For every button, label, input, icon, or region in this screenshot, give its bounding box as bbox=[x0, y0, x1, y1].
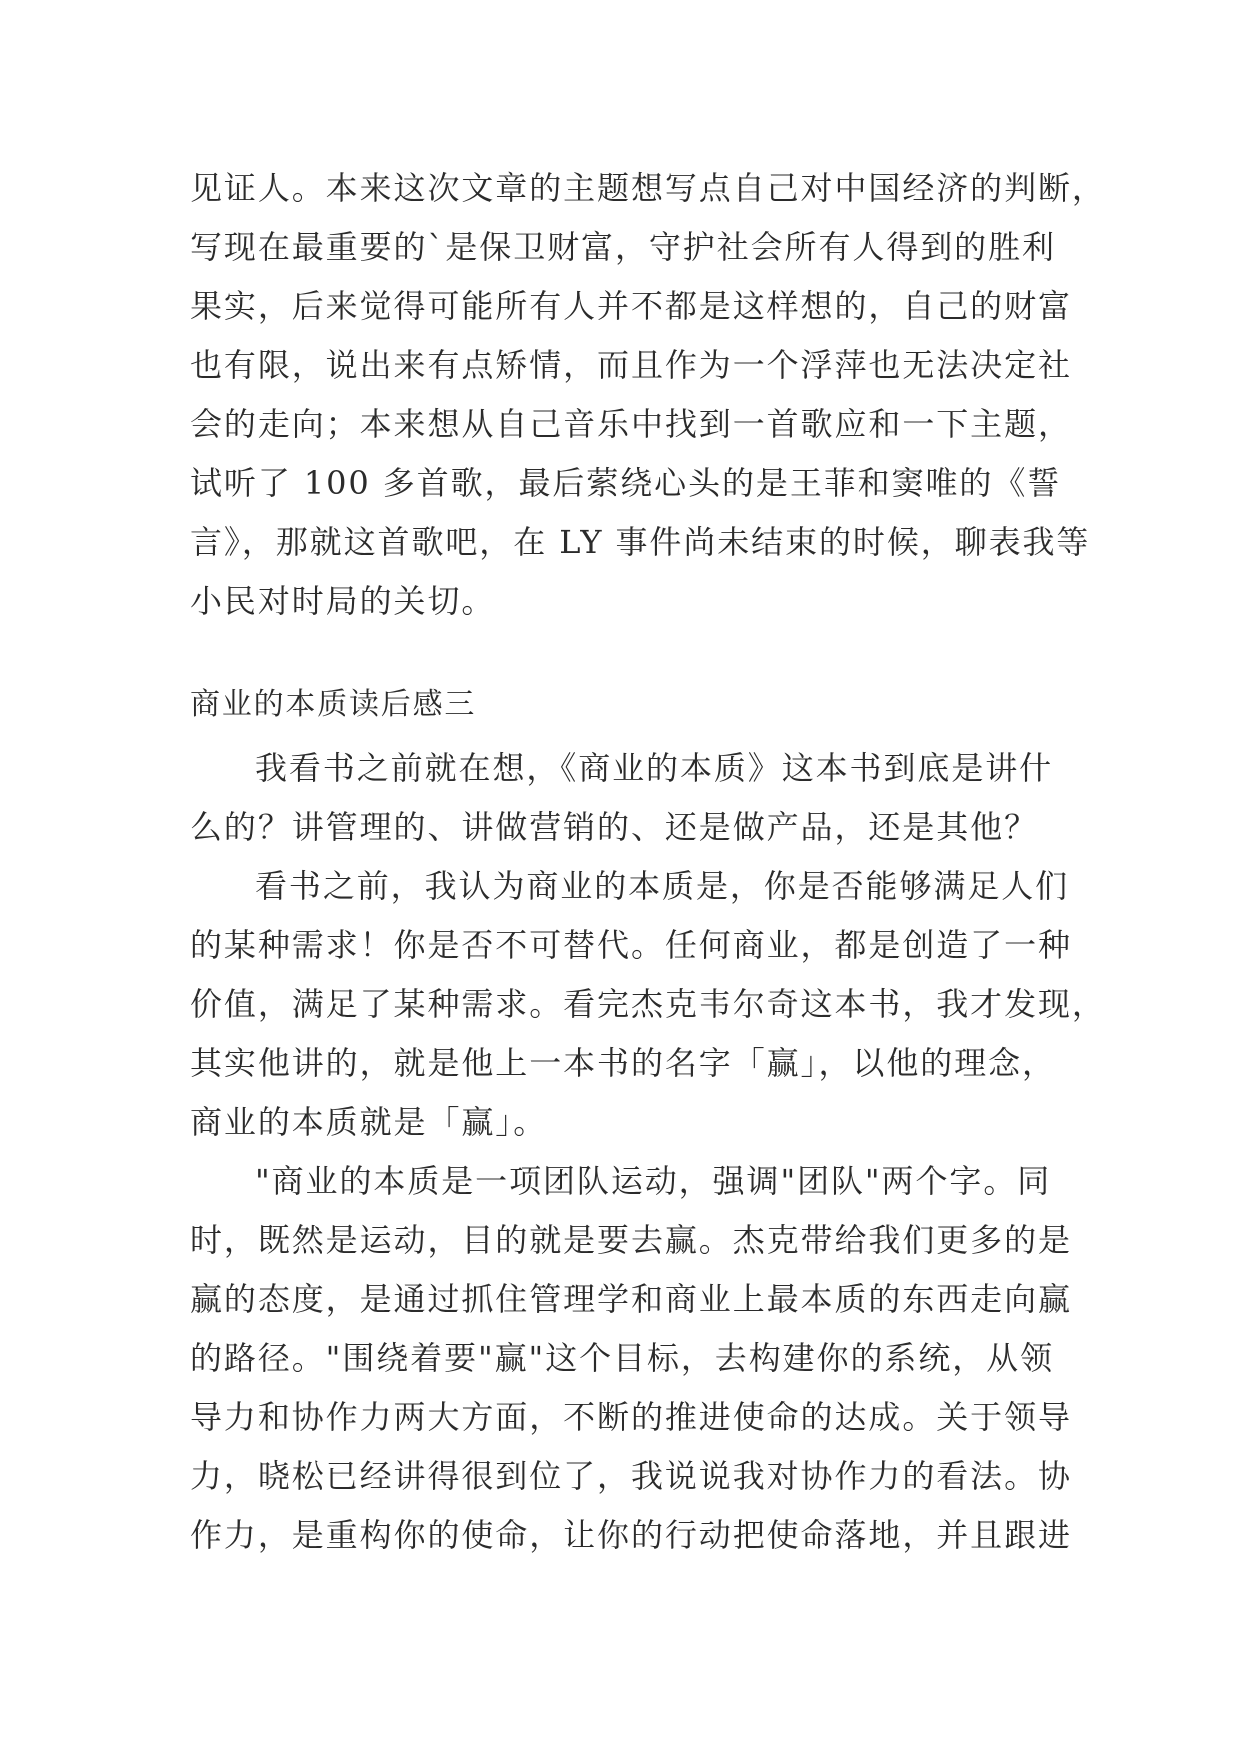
text-line: 其实他讲的，就是他上一本书的名字「赢」，以他的理念， bbox=[190, 1044, 1056, 1082]
text-line: 也有限，说出来有点矫情，而且作为一个浮萍也无法决定社 bbox=[190, 346, 1072, 384]
text-line: 赢的态度，是通过抓住管理学和商业上最本质的东西走向赢 bbox=[190, 1280, 1072, 1318]
text-line: 导力和协作力两大方面，不断的推进使命的达成。关于领导 bbox=[190, 1398, 1072, 1436]
text-line: 写现在最重要的`是保卫财富，守护社会所有人得到的胜利 bbox=[190, 228, 1056, 266]
text-line: 我看书之前就在想，《商业的本质》这本书到底是讲什 bbox=[255, 749, 1054, 787]
text-line: 的某种需求！你是否不可替代。任何商业，都是创造了一种 bbox=[190, 926, 1072, 964]
text-line: 力，晓松已经讲得很到位了，我说说我对协作力的看法。协 bbox=[190, 1457, 1072, 1495]
text-line: 果实，后来觉得可能所有人并不都是这样想的，自己的财富 bbox=[190, 287, 1072, 325]
text-line: 价值，满足了某种需求。看完杰克韦尔奇这本书，我才发现， bbox=[190, 985, 1106, 1023]
text-line: 见证人。本来这次文章的主题想写点自己对中国经济的判断， bbox=[190, 169, 1106, 207]
text-line: 试听了 100 多首歌，最后萦绕心头的是王菲和窦唯的《誓 bbox=[190, 464, 1062, 502]
text-line: 言》，那就这首歌吧，在 LY 事件尚未结束的时候，聊表我等 bbox=[190, 523, 1091, 561]
text-line: 的路径。"围绕着要"赢"这个目标，去构建你的系统，从领 bbox=[190, 1339, 1054, 1377]
text-line: 么的？讲管理的、讲做营销的、还是做产品，还是其他？ bbox=[190, 808, 1039, 846]
text-line: 时，既然是运动，目的就是要去赢。杰克带给我们更多的是 bbox=[190, 1221, 1072, 1259]
section-title: 商业的本质读后感三 bbox=[190, 687, 477, 722]
text-line: 看书之前，我认为商业的本质是，你是否能够满足人们 bbox=[255, 867, 1070, 905]
text-line: 小民对时局的关切。 bbox=[190, 582, 496, 620]
text-line: 商业的本质就是「赢」。 bbox=[190, 1103, 548, 1141]
text-line: "商业的本质是一项团队运动，强调"团队"两个字。同 bbox=[255, 1162, 1052, 1200]
text-line: 作力，是重构你的使命，让你的行动把使命落地，并且跟进 bbox=[190, 1516, 1072, 1554]
text-line: 会的走向；本来想从自己音乐中找到一首歌应和一下主题， bbox=[190, 405, 1072, 443]
